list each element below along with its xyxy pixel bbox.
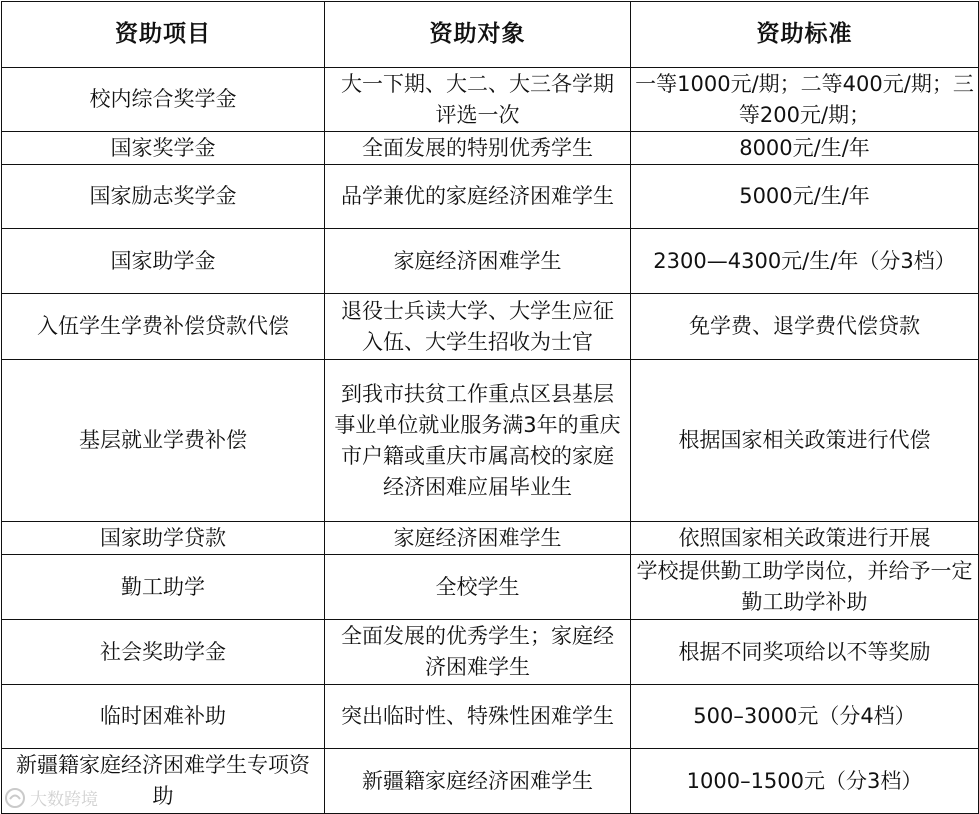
- table-header-row: [2, 2, 979, 68]
- table-row: [2, 522, 979, 555]
- cell-standard: 1000–1500元（分3档）: [631, 749, 979, 814]
- table-row: [2, 749, 979, 814]
- cell-target: 家庭经济困难学生: [325, 522, 631, 555]
- cell-project: 国家奖学金: [2, 132, 325, 165]
- watermark-text: 大数跨境: [30, 790, 98, 810]
- table-row: [2, 294, 979, 360]
- header-project: 资助项目: [2, 2, 325, 68]
- table-row: [2, 360, 979, 522]
- table-row: [2, 555, 979, 620]
- cell-standard: 免学费、退学费代偿贷款: [631, 294, 979, 360]
- cell-target: 家庭经济困难学生: [325, 229, 631, 294]
- header-standard: 资助标准: [631, 2, 979, 68]
- cell-project: 新疆籍家庭经济困难学生专项资助: [2, 749, 325, 814]
- financial-aid-table: [1, 1, 979, 814]
- cell-target: 大一下期、大二、大三各学期评选一次: [325, 68, 631, 132]
- cell-project: 入伍学生学费补偿贷款代偿: [2, 294, 325, 360]
- cell-project: 国家助学贷款: [2, 522, 325, 555]
- cell-target: 全面发展的特别优秀学生: [325, 132, 631, 165]
- cell-standard: 一等1000元/期；二等400元/期；三等200元/期；: [631, 68, 979, 132]
- table-row: [2, 132, 979, 165]
- cell-project: 国家励志奖学金: [2, 165, 325, 229]
- table-row: [2, 620, 979, 685]
- cell-target: 到我市扶贫工作重点区县基层事业单位就业服务满3年的重庆市户籍或重庆市属高校的家庭经济困难应届毕业生: [325, 360, 631, 522]
- cell-standard: 5000元/生/年: [631, 165, 979, 229]
- cell-standard: 8000元/生/年: [631, 132, 979, 165]
- cell-standard: 学校提供勤工助学岗位，并给予一定勤工助学补助: [631, 555, 979, 620]
- cell-project: 校内综合奖学金: [2, 68, 325, 132]
- cell-project: 临时困难补助: [2, 685, 325, 749]
- cell-standard: 根据不同奖项给以不等奖励: [631, 620, 979, 685]
- header-target: 资助对象: [325, 2, 631, 68]
- cell-project: 基层就业学费补偿: [2, 360, 325, 522]
- cell-target: 全校学生: [325, 555, 631, 620]
- cell-project: 国家助学金: [2, 229, 325, 294]
- cell-project: 勤工助学: [2, 555, 325, 620]
- table-row: [2, 165, 979, 229]
- cell-target: 品学兼优的家庭经济困难学生: [325, 165, 631, 229]
- cell-target: 新疆籍家庭经济困难学生: [325, 749, 631, 814]
- cell-standard: 根据国家相关政策进行代偿: [631, 360, 979, 522]
- table-row: [2, 229, 979, 294]
- cell-standard: 依照国家相关政策进行开展: [631, 522, 979, 555]
- table-row: [2, 685, 979, 749]
- cell-standard: 2300—4300元/生/年（分3档）: [631, 229, 979, 294]
- cell-project: 社会奖助学金: [2, 620, 325, 685]
- table-row: [2, 68, 979, 132]
- cell-standard: 500–3000元（分4档）: [631, 685, 979, 749]
- cell-target: 全面发展的优秀学生；家庭经济困难学生: [325, 620, 631, 685]
- cell-target: 退役士兵读大学、大学生应征入伍、大学生招收为士官: [325, 294, 631, 360]
- cell-target: 突出临时性、特殊性困难学生: [325, 685, 631, 749]
